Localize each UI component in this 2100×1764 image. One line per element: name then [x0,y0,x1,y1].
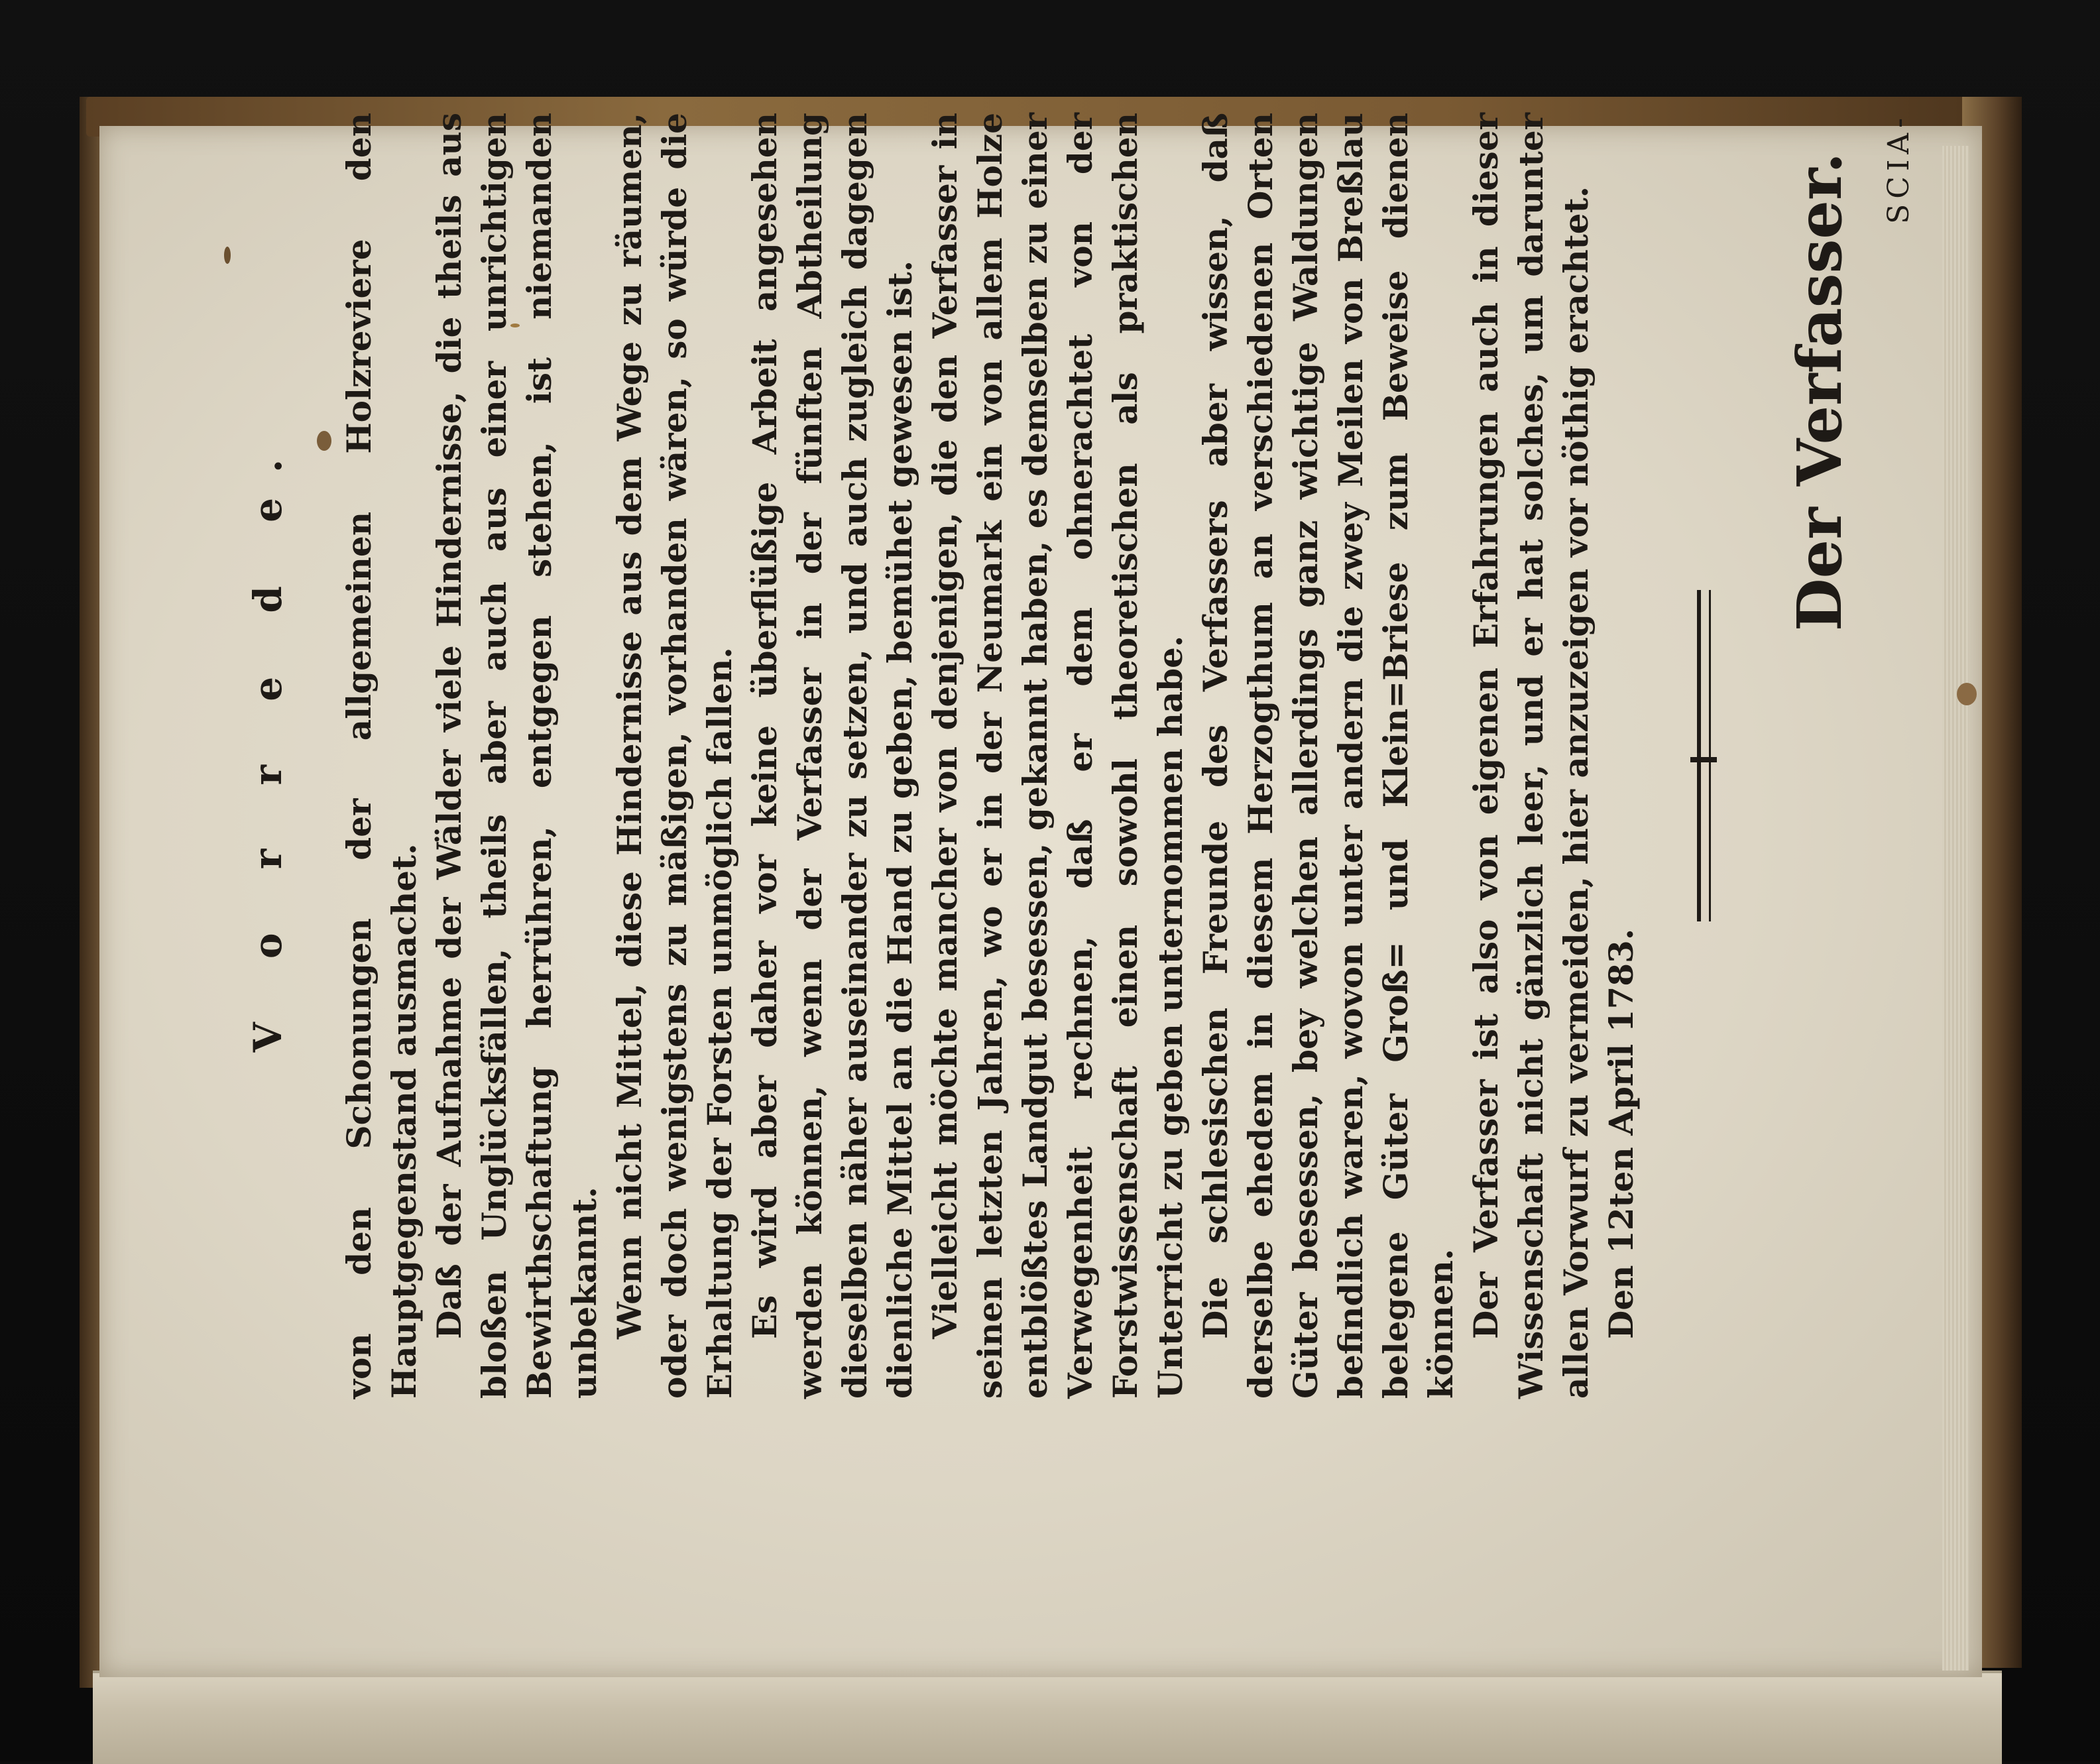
paper-stain [224,247,231,264]
preface-date: Den 12ten April 1783. [1602,928,1641,1339]
preface-paragraph: Vielleicht möchte mancher von denjenigen, die den Verfasser in seinen letzten Jahren, wo er in der Neumark ein von allem Holze entblößtes Landgut besessen, gekannt haben, es demselben zu einer Verwegenheit rechnen, daß er dem ohnerachtet von der Forstwissenschaft einen sowohl theoretischen als praktischen Unterricht zu geben unternommen habe. [925,113,1190,1399]
preface-paragraph: Daß der Aufnahme der Wälder viele Hindernisse, die theils aus bloßen Unglücksfällen, theils aber auch aus einer unrichtigen Bewirthschaftung herrühren, entgegen stehen, ist niemanden unbekannt. [430,113,604,1399]
preface-paragraph: Die schlesischen Freunde des Verfassers aber wissen, daß derselbe ehedem in diesem Herzogthum an verschiedenen Orten Güter besessen, bey welchen allerdings ganz wichtige Waldungen befindlich waren, wovon unter andern die zwey Meilen von Breßlau belegene Güter Groß= und Klein=Briese zum Beweise dienen können. [1196,113,1460,1399]
preface-heading: V o r r e d e. [245,434,290,1053]
ornamental-rule [1697,590,1711,921]
preface-paragraph: Der Verfasser ist also von eigenen Erfahrungen auch in dieser Wissenschaft nicht gänzlich leer, und er hat solches, um darunter allen Vorwurf zu vermeiden, hier anzuzeigen vor nöthig erachtet. [1466,113,1596,1399]
author-signature: Der Verfasser. [1784,152,1855,632]
preface-text-block [245,60,2088,1452]
preface-paragraph: Es wird aber daher vor keine überflüßige Arbeit angesehen werden können, wenn der Verfasser in der fünften Abtheilung dieselben näher auseinander zu setzen, und auch zugleich dagegen dienliche Mittel an die Hand zu geben, bemühet gewesen ist. [745,113,919,1399]
next-page-edge [93,1671,2002,1764]
rule-divider-mark [1690,757,1717,762]
catchword: SCIA- [1882,113,1916,224]
preface-paragraph: von den Schonungen der allgemeinen Holzreviere den Hauptgegenstand ausmachet. [339,113,424,1399]
preface-paragraph: Wenn nicht Mittel, diese Hindernisse aus dem Wege zu räumen, oder doch wenigstens zu mäßigen, vorhanden wären, so würde die Erhaltung der Forsten unmöglich fallen. [610,113,739,1399]
